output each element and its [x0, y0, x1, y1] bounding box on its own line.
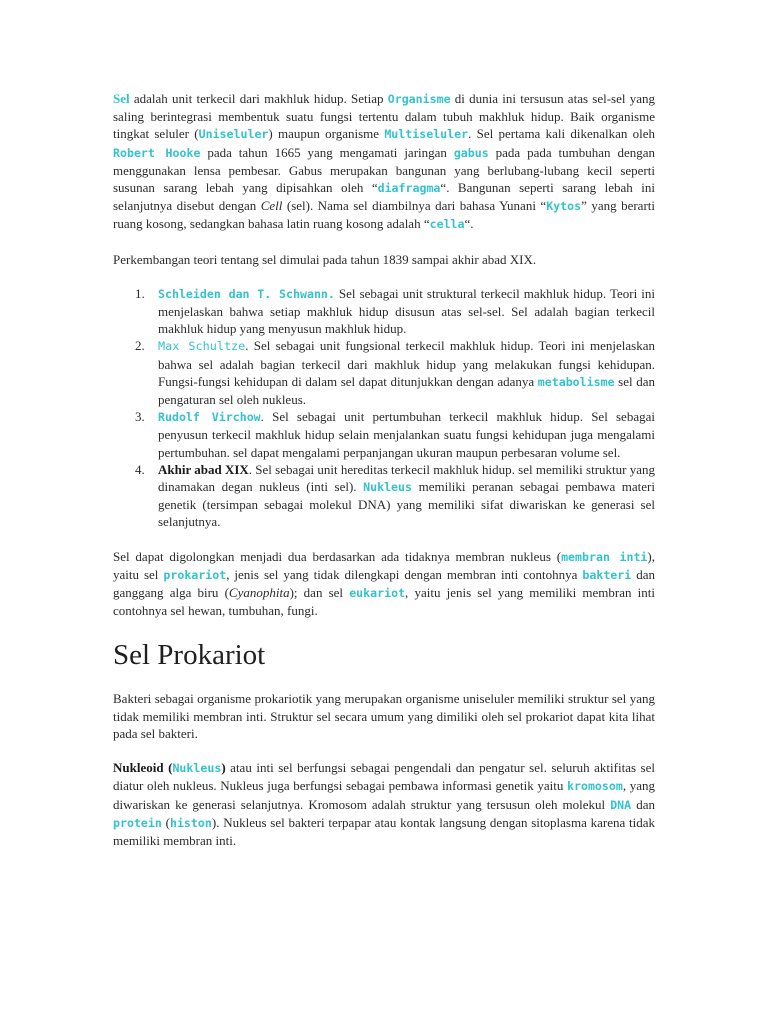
list-item-theory-2 [113, 337, 655, 408]
spacer [113, 619, 655, 639]
keyword-sel: Sel [113, 91, 130, 106]
keyword-eukariot: eukariot [349, 586, 406, 601]
spacer [113, 671, 655, 690]
keyword-gabus: gabus [453, 145, 489, 160]
prokariot-intro: Bakteri sebagai organisme prokariotik yang merupakan organisme uniseluler memiliki struktur sel yang tidak memiliki membran inti. Struktur sel secara umum yang dimiliki oleh sel prokariot dapat kita lihat pada sel bakteri. [113, 691, 655, 741]
keyword-schleiden-schwann: Schleiden dan T. Schwann. [158, 286, 335, 301]
keyword-uniseluler: Uniseluler [198, 127, 269, 142]
intro-text-10: “. [464, 216, 474, 232]
keyword-dna: DNA [610, 797, 632, 812]
spacer [113, 268, 655, 285]
intro-text-9: ” yang berarti ruang kosong, sedangkan bahasa latin ruang kosong adalah “ [113, 198, 655, 232]
spacer [113, 234, 655, 251]
classification-text: , jenis sel yang tidak dilengkapi dengan membran inti contohnya [226, 566, 583, 582]
classification-text: dan ganggang alga biru ( [113, 566, 655, 601]
keyword-nucleus: Nukleus [172, 761, 222, 776]
keyword-diafragma: diafragma [377, 181, 441, 196]
keyword-protein: protein [113, 815, 162, 830]
keyword-kromosom: kromosom [567, 779, 623, 794]
classification-text: ); dan sel [289, 585, 350, 601]
intro-paragraph [113, 90, 655, 234]
document-content [113, 90, 655, 849]
classification-text: Sel dapat digolongkan menjadi dua berdasarkan ada tidaknya membran nukleus ( [113, 548, 562, 564]
intro-text-4: . Sel pertama kali dikenalkan oleh [468, 126, 656, 142]
intro-text-2: di dunia ini tersusun atas sel-sel yang saling berintegrasi membentuk suatu fungsi tertentu dalam tubuh makhluk hidup. Baik organisme tingkat seluler ( [113, 91, 655, 142]
classification-text: ), yaitu sel [113, 548, 656, 582]
theory-text: . Sel sebagai unit pertumbuhan terkecil makhluk hidup. Sel sebagai penyusun terkecil makhluk hidup selain menjalankan suatu fungsi kehidupan juga mengalami pertumbuhan. sel dapat mengalami perpanjangan ukuran maupun perbesaran volume sel. [158, 409, 655, 460]
keyword-nukleus: Nukleus [363, 480, 412, 495]
theory-text: . Sel sebagai unit fungsional terkecil makhluk hidup. Teori ini menjelaskan bahwa sel adalah bagian terkecil dari makhluk hidup yang melakukan fungsi kehidupan. Fungsi-fungsi kehidupan di dalam sel dapat ditunjukkan dengan adanya [158, 338, 655, 389]
nukleoid-text: dan [631, 796, 655, 812]
term-nukleoid: Nukleoid ( [113, 760, 173, 776]
keyword-histon: histon [169, 815, 212, 830]
keyword-prokariot: prokariot [163, 567, 227, 582]
intro-text-6: pada pada tumbuhan dengan menggunakan lensa pembesar. Gabus merupakan bangunan yang berlubang-lubang kecil seperti susunan sarang lebah yang dipisahkan oleh “ [113, 144, 655, 196]
keyword-kytos: Kytos [546, 199, 582, 214]
classification-paragraph [113, 548, 655, 620]
keyword-bakteri: bakteri [582, 567, 632, 582]
spacer [113, 531, 655, 548]
keyword-metabolisme: metabolisme [537, 374, 615, 389]
list-number: 3. [135, 409, 145, 425]
list-number: 1. [135, 285, 145, 301]
keyword-robert-hooke: Robert Hooke [113, 145, 201, 160]
classification-text: , yaitu jenis sel yang memiliki membran inti contohnya sel hewan, tumbuhan, fungi. [113, 585, 655, 619]
intro-text-3: ) maupun organisme [268, 126, 385, 142]
section-heading: Sel Prokariot [113, 639, 266, 672]
nukleoid-text: ( [161, 814, 170, 830]
intro-text-8: (sel). Nama sel diambilnya dari bahasa Yunani “ [282, 198, 547, 214]
theory-text: memiliki peranan sebagai pembawa materi genetik (tersimpan sebagai molekul DNA) yang memiliki sifat diwariskan ke generasi sel selanjutnya. [158, 479, 655, 530]
nukleoid-text: , yang diwariskan ke generasi selanjutnya. Kromosom adalah struktur yang tersusun oleh molekul [113, 778, 655, 812]
list-item-theory-3 [113, 408, 655, 461]
list-item-theory-1 [113, 285, 655, 338]
term-nukleoid-end: ) [221, 760, 226, 776]
theory-list [113, 285, 655, 531]
keyword-multiseluler: Multiseluler [384, 127, 469, 142]
theory-text: Sel sebagai unit struktural terkecil makhluk hidup. Teori ini menjelaskan bahwa setiap makhluk hidup disusun atas sel-sel. Sel adalah bagian terkecil makhluk hidup yang menyusun makhluk hidup. [158, 285, 655, 337]
theory-text: . Sel sebagai unit hereditas terkecil makhluk hidup. sel memiliki struktur yang dinamakan degan nukleus (inti sel). [158, 461, 655, 495]
list-number: 4. [135, 461, 145, 477]
keyword-membran-inti: membran inti [561, 549, 648, 564]
term-akhir-abad: Akhir abad XIX [158, 461, 249, 477]
nukleoid-paragraph [113, 759, 655, 849]
history-intro: Perkembangan teori tentang sel dimulai pada tahun 1839 sampai akhir abad XIX. [113, 251, 537, 267]
intro-text-1: adalah unit terkecil dari makhluk hidup. Setiap [129, 91, 388, 106]
keyword-organisme: Organisme [387, 92, 451, 106]
list-number: 2. [135, 338, 145, 354]
nukleoid-text: atau inti sel berfungsi sebagai pengendali dan pengatur sel. seluruh aktifitas sel diatur oleh nukleus. Nukleus juga berfungsi sebagai pembawa informasi genetik yaitu [113, 760, 656, 794]
keyword-max-schultze: Max Schultze [158, 339, 246, 354]
keyword-rudolf-virchow: Rudolf Virchow [158, 410, 261, 425]
spacer [113, 742, 655, 759]
theory-text: sel dan pengaturan sel oleh nukleus. [158, 373, 655, 408]
intro-text-5: pada tahun 1665 yang mengamati jaringan [200, 144, 454, 160]
keyword-cella: cella [429, 217, 465, 232]
term-cell: Cell [260, 198, 283, 214]
intro-text-7: “. Bangunan seperti sarang lebah ini selanjutnya disebut dengan [113, 180, 656, 214]
term-cyanophita: Cyanophita [228, 585, 290, 601]
list-item-theory-4 [113, 461, 655, 531]
nukleoid-text: ). Nukleus sel bakteri terpapar atau kontak langsung dengan sitoplasma karena tidak memiliki membran inti. [113, 814, 655, 848]
